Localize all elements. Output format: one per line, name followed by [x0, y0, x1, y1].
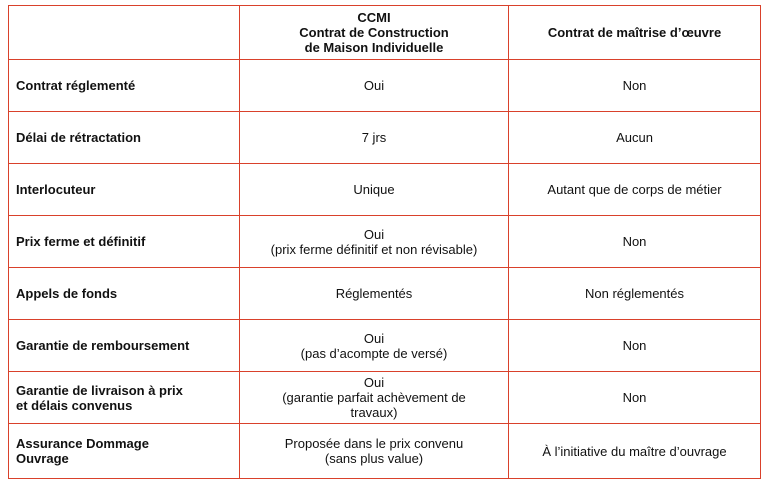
row-label-line: Interlocuteur: [16, 182, 96, 197]
table-row: [9, 164, 761, 216]
ccmi-cell: [240, 60, 509, 112]
moe-cell-line: Autant que de corps de métier: [547, 182, 722, 197]
row-label-cell: [9, 320, 240, 372]
row-label-cell: [9, 164, 240, 216]
ccmi-cell: [240, 424, 509, 479]
moe-cell-line: Non réglementés: [585, 286, 684, 301]
row-label-line: Délai de rétractation: [16, 130, 141, 145]
moe-cell-line: Non: [622, 78, 647, 93]
table-row: [9, 112, 761, 164]
header-moe: Contrat de maîtrise d’œuvre: [509, 6, 761, 60]
ccmi-cell-line: (pas d’acompte de versé): [300, 345, 448, 361]
ccmi-cell: [240, 372, 509, 424]
row-label-cell: [9, 372, 240, 424]
ccmi-cell-line: Proposée dans le prix convenu: [284, 436, 464, 451]
moe-cell: [509, 60, 761, 112]
table-body: [9, 60, 761, 479]
row-label-cell: [9, 112, 240, 164]
ccmi-cell: [240, 112, 509, 164]
ccmi-cell: [240, 164, 509, 216]
header-row: [9, 6, 761, 60]
table-header: [9, 6, 761, 60]
table-row: [9, 216, 761, 268]
moe-cell: [509, 320, 761, 372]
moe-cell-line: Non: [622, 234, 647, 249]
ccmi-cell-line: 7 jrs: [361, 130, 387, 145]
ccmi-cell-line: (sans plus value): [324, 451, 424, 466]
ccmi-cell-line: Oui: [363, 375, 385, 390]
row-label-line: Ouvrage: [16, 451, 69, 466]
header-ccmi-line: Contrat de Construction: [299, 25, 449, 40]
moe-cell: [509, 424, 761, 479]
moe-cell-line: Non: [622, 390, 647, 405]
row-label-line: Contrat réglementé: [16, 78, 136, 93]
table-row: [9, 424, 761, 479]
ccmi-cell: [240, 320, 509, 372]
comparison-table: [8, 5, 761, 479]
header-ccmi-line: CCMI: [357, 10, 391, 25]
table-row: [9, 372, 761, 424]
row-label-line: Garantie de remboursement: [16, 338, 190, 353]
ccmi-cell-line: Oui: [363, 226, 385, 242]
moe-cell-line: Non: [622, 338, 647, 353]
table-row: [9, 320, 761, 372]
moe-cell: [509, 372, 761, 424]
ccmi-cell: [240, 216, 509, 268]
ccmi-cell-line: travaux): [350, 405, 398, 420]
ccmi-cell: [240, 268, 509, 320]
moe-cell-line: Aucun: [616, 130, 653, 145]
row-label-cell: [9, 424, 240, 479]
ccmi-cell-line: (garantie parfait achèvement de: [282, 390, 466, 405]
moe-cell-line: À l’initiative du maître d’ouvrage: [542, 443, 727, 459]
ccmi-cell-line: Unique: [353, 182, 395, 197]
table-row: [9, 60, 761, 112]
moe-cell: [509, 112, 761, 164]
row-label-cell: [9, 268, 240, 320]
row-label-cell: [9, 60, 240, 112]
ccmi-cell-line: Oui: [363, 330, 385, 346]
header-corner-cell: [9, 6, 240, 60]
moe-cell: [509, 216, 761, 268]
row-label-line: et délais convenus: [16, 397, 133, 413]
header-ccmi: [240, 6, 509, 60]
moe-cell: [509, 164, 761, 216]
row-label-line: Assurance Dommage: [16, 436, 149, 451]
moe-cell: [509, 268, 761, 320]
ccmi-cell-line: (prix ferme définitif et non révisable): [270, 241, 478, 257]
ccmi-cell-line: Oui: [363, 78, 385, 93]
table-row: [9, 268, 761, 320]
row-label-line: Garantie de livraison à prix: [16, 382, 183, 398]
row-label-line: Prix ferme et définitif: [16, 234, 146, 249]
row-label-cell: [9, 216, 240, 268]
row-label-line: Appels de fonds: [16, 286, 118, 301]
ccmi-cell-line: Réglementés: [335, 286, 413, 301]
header-ccmi-line: de Maison Individuelle: [304, 40, 444, 55]
